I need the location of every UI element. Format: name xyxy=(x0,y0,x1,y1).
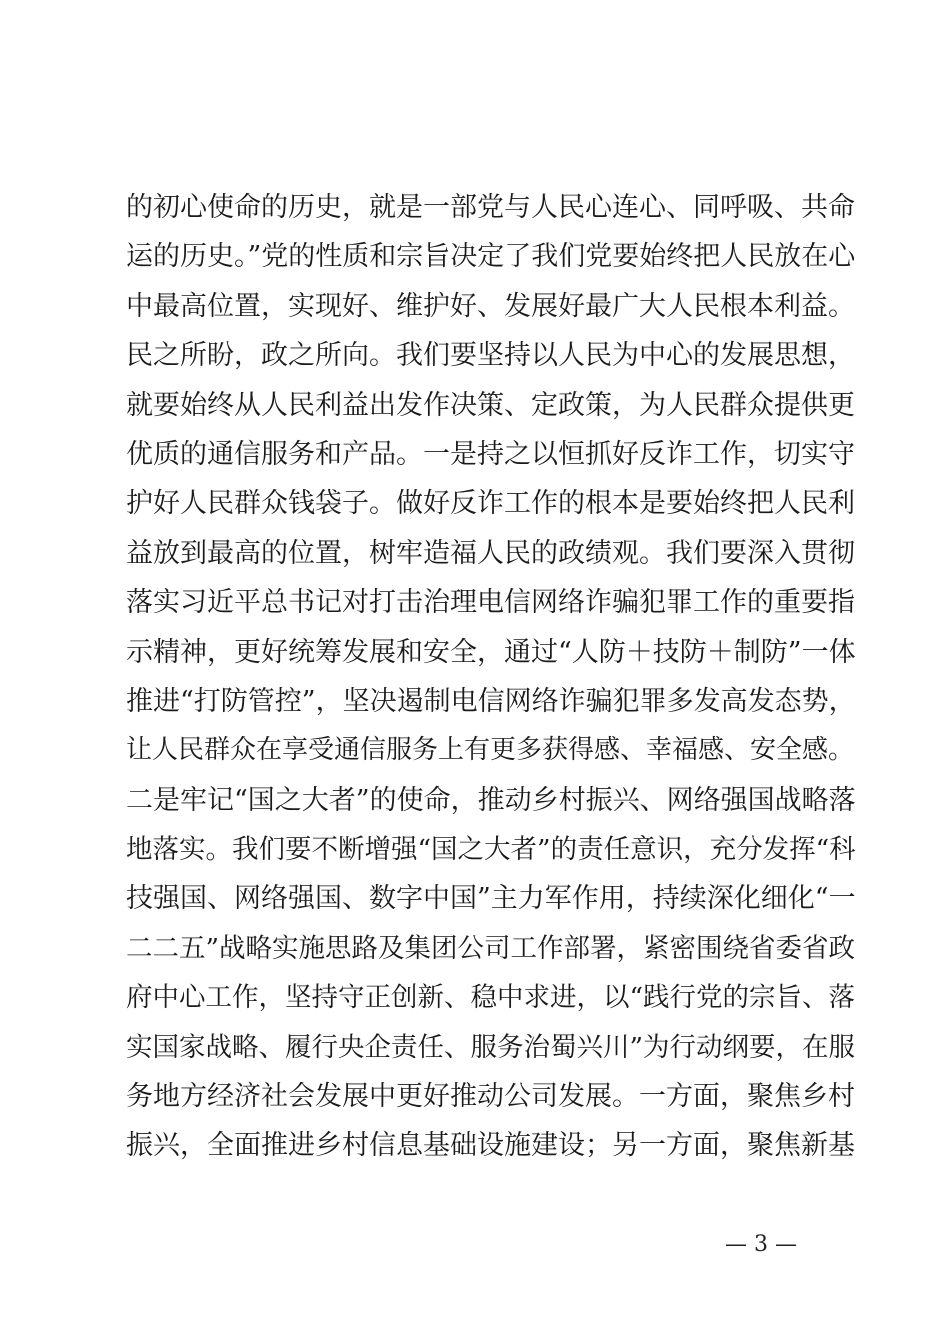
text-line: 实国家战略、履行央企责任、服务治蜀兴川”为行动纲要，在服 xyxy=(126,1031,856,1063)
text-line: 府中心工作，坚持守正创新、稳中求进，以“践行党的宗旨、落 xyxy=(126,982,856,1014)
text-line: 益放到最高的位置，树牢造福人民的政绩观。我们要深入贯彻 xyxy=(126,537,855,569)
text-line: 运的历史。”党的性质和宗旨决定了我们党要始终把人民放在心 xyxy=(126,241,856,273)
text-line: 地落实。我们要不断增强“国之大者”的责任意识，充分发挥“科 xyxy=(126,834,856,866)
text-line: 护好人民群众钱袋子。做好反诈工作的根本是要始终把人民利 xyxy=(126,488,855,520)
text-line: 中最高位置，实现好、维护好、发展好最广大人民根本利益。 xyxy=(126,290,855,322)
text-line: 二二五”战略实施思路及集团公司工作部署，紧密围绕省委省政 xyxy=(126,932,856,964)
page-number: — 3 — xyxy=(725,1232,797,1257)
text-line: 的初心使命的历史，就是一部党与人民心连心、同呼吸、共命 xyxy=(126,192,855,223)
text-line: 示精神，更好统筹发展和安全，通过“人防＋技防＋制防”一体 xyxy=(126,636,856,668)
text-line: 优质的通信服务和产品。一是持之以恒抓好反诈工作，切实守 xyxy=(126,438,855,470)
text-line: 振兴，全面推进乡村信息基础设施建设；另一方面，聚焦新基 xyxy=(126,1130,855,1162)
text-line: 技强国、网络强国、数字中国”主力军作用，持续深化细化“一 xyxy=(126,883,856,915)
text-line: 推进“打防管控”，坚决遏制电信网络诈骗犯罪多发高发态势， xyxy=(126,685,856,717)
text-line: 让人民群众在享受通信服务上有更多获得感、幸福感、安全感。 xyxy=(126,735,855,766)
text-line: 二是牢记“国之大者”的使命，推动乡村振兴、网络强国战略落 xyxy=(126,784,856,816)
text-line: 落实习近平总书记对打击治理电信网络诈骗犯罪工作的重要指 xyxy=(126,587,855,619)
text-line: 民之所盼，政之所向。我们要坚持以人民为中心的发展思想， xyxy=(126,340,855,372)
text-line: 务地方经济社会发展中更好推动公司发展。一方面，聚焦乡村 xyxy=(126,1081,855,1113)
body-text xyxy=(126,183,866,1171)
text-line: 就要始终从人民利益出发作决策、定政策，为人民群众提供更 xyxy=(126,389,855,421)
